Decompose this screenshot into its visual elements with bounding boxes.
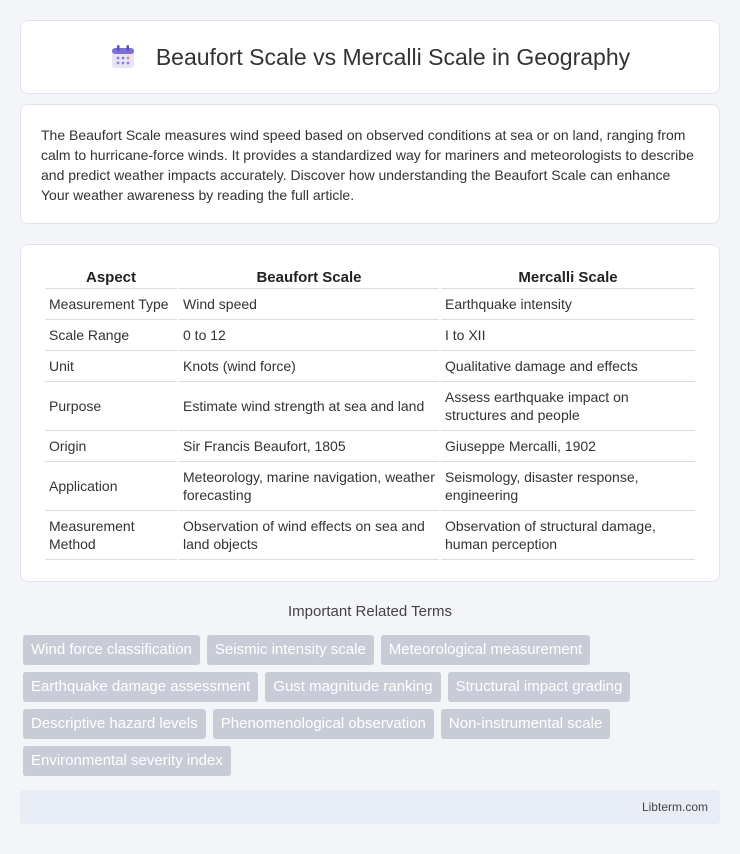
column-header-beaufort: Beaufort Scale [179, 265, 439, 289]
header-card [20, 20, 720, 94]
table-cell: Giuseppe Mercalli, 1902 [441, 431, 695, 462]
related-term-tag[interactable]: Environmental severity index [23, 746, 231, 776]
intro-card [20, 104, 720, 224]
table-cell: Estimate wind strength at sea and land [179, 382, 439, 431]
column-header-mercalli: Mercalli Scale [441, 265, 695, 289]
related-term-tag[interactable]: Non-instrumental scale [441, 709, 610, 739]
table-cell: 0 to 12 [179, 320, 439, 351]
related-term-tag[interactable]: Earthquake damage assessment [23, 672, 258, 702]
page-title: Beaufort Scale vs Mercalli Scale in Geography [155, 43, 631, 70]
table-cell: Assess earthquake impact on structures and people [441, 382, 695, 431]
table-cell: Observation of wind effects on sea and land objects [179, 511, 439, 560]
related-term-tag[interactable]: Wind force classification [23, 635, 200, 665]
related-term-tag[interactable]: Gust magnitude ranking [265, 672, 440, 702]
table-cell: Measurement Type [45, 289, 177, 320]
table-cell: Measurement Method [45, 511, 177, 560]
table-row [45, 382, 695, 431]
table-row [45, 351, 695, 382]
table-row [45, 431, 695, 462]
related-term-tag[interactable]: Phenomenological observation [213, 709, 434, 739]
table-cell: Observation of structural damage, human perception [441, 511, 695, 560]
table-row [45, 511, 695, 560]
table-row [45, 289, 695, 320]
table-cell: Meteorology, marine navigation, weather forecasting [179, 462, 439, 511]
table-cell: Origin [45, 431, 177, 462]
intro-text: The Beaufort Scale measures wind speed based on observed conditions at sea or on land, ranging from calm to hurricane-force winds. It provides a standardized way for mariners and meteorologists to describe and predict weather impacts accurately. Discover how understanding the Beaufort Scale can enhance Your weather awareness by reading the full article. [41, 127, 694, 203]
table-row [45, 320, 695, 351]
table-cell: Sir Francis Beaufort, 1805 [179, 431, 439, 462]
related-term-tag[interactable]: Meteorological measurement [381, 635, 590, 665]
table-cell: Scale Range [45, 320, 177, 351]
footer-site-link[interactable]: Libterm.com [641, 800, 708, 814]
table-cell: Wind speed [179, 289, 439, 320]
comparison-table [43, 265, 697, 560]
table-row [45, 462, 695, 511]
table-cell: Purpose [45, 382, 177, 431]
related-terms-list [23, 635, 723, 783]
related-term-tag[interactable]: Descriptive hazard levels [23, 709, 206, 739]
table-cell: Application [45, 462, 177, 511]
table-cell: Knots (wind force) [179, 351, 439, 382]
table-cell: Earthquake intensity [441, 289, 695, 320]
table-cell: Seismology, disaster response, engineering [441, 462, 695, 511]
table-cell: Unit [45, 351, 177, 382]
related-term-tag[interactable]: Seismic intensity scale [207, 635, 374, 665]
table-cell: I to XII [441, 320, 695, 351]
table-header-row [45, 265, 695, 289]
calendar-icon [110, 44, 136, 70]
related-terms-title: Important Related Terms [288, 603, 452, 620]
column-header-aspect: Aspect [45, 265, 177, 289]
footer [20, 790, 720, 824]
comparison-table-card [20, 244, 720, 582]
related-term-tag[interactable]: Structural impact grading [448, 672, 631, 702]
table-cell: Qualitative damage and effects [441, 351, 695, 382]
